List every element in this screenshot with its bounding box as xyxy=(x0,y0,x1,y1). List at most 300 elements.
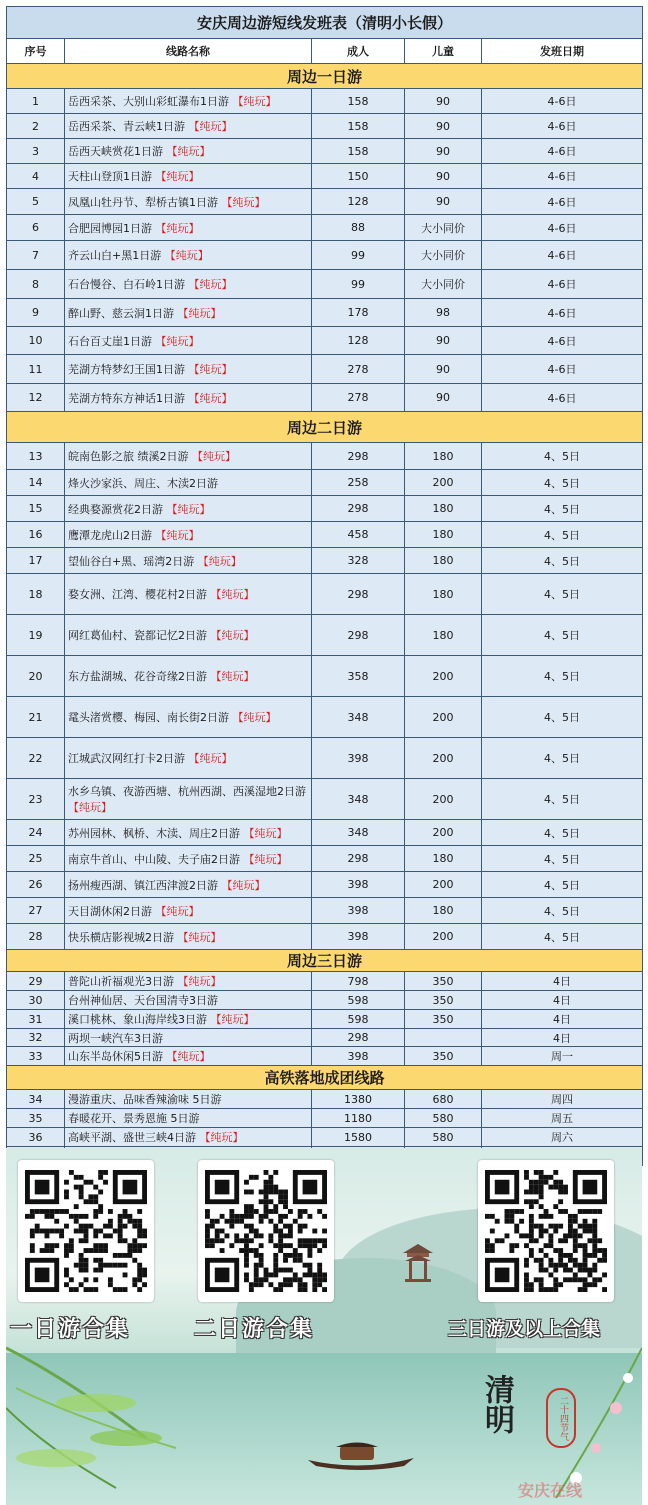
adult-price: 398 xyxy=(312,898,405,924)
child-price: 200 xyxy=(405,470,482,496)
qr-module xyxy=(64,1268,69,1273)
qr-module xyxy=(54,1209,59,1214)
qr-module xyxy=(283,1253,288,1258)
child-price: 180 xyxy=(405,574,482,615)
qr-module xyxy=(587,1229,592,1234)
pure-play-tag: 【纯玩】 xyxy=(188,278,233,291)
qr-module xyxy=(244,1272,249,1277)
qr-module xyxy=(514,1209,519,1214)
qr-module xyxy=(118,1214,123,1219)
promo-banner xyxy=(6,1148,642,1505)
qr-module xyxy=(273,1272,278,1277)
qr-module xyxy=(303,1238,308,1243)
departure-date: 4、5日 xyxy=(482,697,643,738)
qr-module xyxy=(49,1209,54,1214)
qr-module xyxy=(205,1229,210,1234)
row-no: 1 xyxy=(7,89,65,114)
qr-module xyxy=(322,1229,327,1234)
qr-module xyxy=(548,1185,553,1190)
row-no: 12 xyxy=(7,384,65,412)
qr-module xyxy=(137,1224,142,1229)
qr-module xyxy=(578,1224,583,1229)
qr-module xyxy=(602,1248,607,1253)
route-name-text: 婺女洲、江湾、樱花村2日游 xyxy=(68,588,211,601)
pure-play-tag: 【纯玩】 xyxy=(155,904,200,918)
qr-module xyxy=(244,1190,249,1195)
qr-module xyxy=(534,1238,539,1243)
route-name-text: 皖南色影之旅 绩溪2日游 xyxy=(68,450,192,463)
departure-date: 4-6日 xyxy=(482,384,643,412)
row-no: 15 xyxy=(7,496,65,522)
qr-module xyxy=(244,1209,249,1214)
departure-date: 4、5日 xyxy=(482,496,643,522)
qr-module xyxy=(519,1233,524,1238)
qr-module xyxy=(597,1209,602,1214)
child-price: 350 xyxy=(405,1010,482,1029)
qr-code-two-day[interactable] xyxy=(198,1160,334,1302)
route-name-text: 醉山野、慈云洞1日游 xyxy=(68,306,178,320)
qr-module xyxy=(259,1199,264,1204)
qr-module xyxy=(142,1243,147,1248)
qr-module xyxy=(142,1282,147,1287)
pure-play-tag: 【纯玩】 xyxy=(177,930,222,944)
table-row xyxy=(7,470,643,496)
child-price: 180 xyxy=(405,898,482,924)
qr-module xyxy=(322,1214,327,1219)
qr-module xyxy=(64,1282,69,1287)
pure-play-tag: 【纯玩】 xyxy=(188,752,233,765)
qr-module xyxy=(539,1233,544,1238)
qr-finder-module xyxy=(35,1268,50,1283)
qr-module xyxy=(264,1209,269,1214)
qr-module xyxy=(264,1180,269,1185)
qr-module xyxy=(108,1277,113,1282)
route-name xyxy=(65,656,312,697)
row-no: 34 xyxy=(7,1090,65,1109)
qr-module xyxy=(64,1272,69,1277)
qr-module xyxy=(123,1287,128,1292)
qr-module xyxy=(558,1199,563,1204)
qr-module xyxy=(249,1229,254,1234)
qr-module xyxy=(529,1287,534,1292)
route-name-text: 江城武汉网红打卡2日游 xyxy=(68,752,189,765)
qr-module xyxy=(583,1277,588,1282)
qr-module xyxy=(529,1282,534,1287)
adult-price: 398 xyxy=(312,1047,405,1066)
qr-module xyxy=(137,1248,142,1253)
departure-date: 4、5日 xyxy=(482,443,643,470)
qr-module xyxy=(88,1199,93,1204)
row-no: 18 xyxy=(7,574,65,615)
departure-date: 4、5日 xyxy=(482,548,643,574)
qr-module xyxy=(123,1209,128,1214)
qr-module xyxy=(54,1219,59,1224)
qr-module xyxy=(568,1233,573,1238)
qr-module xyxy=(524,1233,529,1238)
table-row xyxy=(7,114,643,139)
qr-module xyxy=(592,1219,597,1224)
qr-module xyxy=(268,1175,273,1180)
qr-module xyxy=(79,1194,84,1199)
qr-module xyxy=(273,1204,278,1209)
table-row xyxy=(7,846,643,872)
qr-module xyxy=(288,1209,293,1214)
adult-price: 298 xyxy=(312,1029,405,1047)
row-no: 36 xyxy=(7,1128,65,1147)
header-no: 序号 xyxy=(7,39,65,64)
qr-module xyxy=(568,1229,573,1234)
departure-date: 4-6日 xyxy=(482,89,643,114)
adult-price: 298 xyxy=(312,615,405,656)
qr-module xyxy=(64,1180,69,1185)
qr-module xyxy=(273,1185,278,1190)
qr-module xyxy=(93,1194,98,1199)
qr-module xyxy=(54,1229,59,1234)
schedule-table xyxy=(6,6,643,1166)
route-name xyxy=(65,443,312,470)
qr-module xyxy=(583,1258,588,1263)
qr-module xyxy=(317,1209,322,1214)
route-name-text: 岳西天峡赏花1日游 xyxy=(68,145,167,158)
child-price: 大小同价 xyxy=(405,215,482,241)
route-name xyxy=(65,615,312,656)
qr-module xyxy=(108,1233,113,1238)
qr-module xyxy=(220,1214,225,1219)
child-price: 580 xyxy=(405,1128,482,1147)
table-row xyxy=(7,189,643,215)
section-header xyxy=(7,64,643,89)
header-adult: 成人 xyxy=(312,39,405,64)
qr-module xyxy=(578,1209,583,1214)
qr-module xyxy=(118,1253,123,1258)
child-price: 90 xyxy=(405,327,482,355)
table-row xyxy=(7,924,643,950)
row-no: 17 xyxy=(7,548,65,574)
qr-module xyxy=(558,1258,563,1263)
qr-module xyxy=(283,1204,288,1209)
qr-module xyxy=(98,1190,103,1195)
route-name xyxy=(65,991,312,1010)
qr-module xyxy=(278,1190,283,1195)
departure-date: 周五 xyxy=(482,1109,643,1128)
qr-module xyxy=(84,1224,89,1229)
child-price: 180 xyxy=(405,522,482,548)
adult-price: 328 xyxy=(312,548,405,574)
qr-module xyxy=(534,1277,539,1282)
qr-module xyxy=(317,1277,322,1282)
qr-module xyxy=(573,1238,578,1243)
table-row xyxy=(7,738,643,779)
qr-module xyxy=(288,1233,293,1238)
boat-icon xyxy=(306,1438,416,1472)
qr-code-three-day[interactable] xyxy=(478,1160,614,1302)
route-name xyxy=(65,1109,312,1128)
qr-module xyxy=(524,1175,529,1180)
qr-module xyxy=(539,1190,544,1195)
qr-module xyxy=(118,1224,123,1229)
child-price: 680 xyxy=(405,1090,482,1109)
route-name-text: 普陀山祈福观光3日游 xyxy=(68,975,178,988)
qr-module xyxy=(307,1243,312,1248)
qr-module xyxy=(563,1263,568,1268)
qr-module xyxy=(539,1214,544,1219)
qr-module xyxy=(558,1185,563,1190)
route-name xyxy=(65,270,312,299)
table-row xyxy=(7,972,643,991)
qr-module xyxy=(544,1175,549,1180)
adult-price: 150 xyxy=(312,164,405,189)
qr-module xyxy=(602,1287,607,1292)
qr-module xyxy=(307,1268,312,1273)
departure-date: 周一 xyxy=(482,1047,643,1066)
qr-module xyxy=(495,1219,500,1224)
qr-module xyxy=(553,1248,558,1253)
pure-play-tag: 【纯玩】 xyxy=(155,221,200,235)
qr-module xyxy=(254,1253,259,1258)
qr-module xyxy=(268,1209,273,1214)
qr-module xyxy=(132,1238,137,1243)
qr-module xyxy=(298,1243,303,1248)
row-no: 10 xyxy=(7,327,65,355)
departure-date: 4日 xyxy=(482,991,643,1010)
qr-module xyxy=(98,1175,103,1180)
child-price: 大小同价 xyxy=(405,241,482,270)
qr-module xyxy=(79,1282,84,1287)
qr-module xyxy=(312,1229,317,1234)
table-row xyxy=(7,1128,643,1147)
qr-module xyxy=(602,1258,607,1263)
qr-module xyxy=(74,1175,79,1180)
adult-price: 99 xyxy=(312,241,405,270)
qr-module xyxy=(509,1219,514,1224)
qr-module xyxy=(264,1214,269,1219)
qr-finder-module xyxy=(215,1180,230,1195)
adult-price: 158 xyxy=(312,89,405,114)
row-no: 26 xyxy=(7,872,65,898)
qr-module xyxy=(239,1219,244,1224)
qr-module xyxy=(283,1214,288,1219)
qr-module xyxy=(514,1243,519,1248)
qr-module xyxy=(548,1214,553,1219)
route-name xyxy=(65,470,312,496)
qr-module xyxy=(490,1229,495,1234)
qr-module xyxy=(132,1243,137,1248)
qr-module xyxy=(553,1229,558,1234)
departure-date: 4-6日 xyxy=(482,139,643,164)
qr-module xyxy=(283,1268,288,1273)
qr-module xyxy=(88,1248,93,1253)
label-three-day: 三日游及以上合集 xyxy=(448,1318,601,1340)
adult-price: 348 xyxy=(312,779,405,820)
qr-module xyxy=(312,1287,317,1292)
qr-module xyxy=(583,1224,588,1229)
pure-play-tag: 【纯玩】 xyxy=(243,852,288,866)
qr-module xyxy=(64,1190,69,1195)
qr-module xyxy=(539,1229,544,1234)
qr-module xyxy=(103,1233,108,1238)
qr-module xyxy=(514,1224,519,1229)
child-price: 200 xyxy=(405,924,482,950)
qr-module xyxy=(592,1263,597,1268)
table-row xyxy=(7,898,643,924)
qr-module xyxy=(93,1185,98,1190)
qr-module xyxy=(264,1199,269,1204)
qr-module xyxy=(268,1282,273,1287)
qr-module xyxy=(79,1253,84,1258)
qr-module xyxy=(45,1243,50,1248)
row-no: 3 xyxy=(7,139,65,164)
qr-module xyxy=(254,1233,259,1238)
child-price: 180 xyxy=(405,496,482,522)
route-name xyxy=(65,215,312,241)
qr-module xyxy=(210,1238,215,1243)
pure-play-tag: 【纯玩】 xyxy=(166,1050,211,1063)
route-name xyxy=(65,1010,312,1029)
departure-date: 4、5日 xyxy=(482,574,643,615)
qr-module xyxy=(74,1185,79,1190)
qr-module xyxy=(142,1233,147,1238)
qr-module xyxy=(69,1287,74,1292)
qr-module xyxy=(505,1219,510,1224)
qr-module xyxy=(127,1214,132,1219)
qr-module xyxy=(254,1272,259,1277)
qr-module xyxy=(215,1233,220,1238)
qr-code-one-day[interactable] xyxy=(18,1160,154,1302)
qr-module xyxy=(293,1248,298,1253)
departure-date: 周四 xyxy=(482,1090,643,1109)
table-row xyxy=(7,241,643,270)
qr-module xyxy=(514,1229,519,1234)
route-name-text: 台州神仙居、天台国清寺3日游 xyxy=(68,994,218,1007)
route-name xyxy=(65,574,312,615)
qr-module xyxy=(307,1248,312,1253)
qr-module xyxy=(524,1258,529,1263)
table-row xyxy=(7,299,643,327)
qr-finder-module xyxy=(123,1180,138,1195)
child-price: 90 xyxy=(405,89,482,114)
qr-module xyxy=(544,1209,549,1214)
qr-module xyxy=(288,1277,293,1282)
pure-play-tag: 【纯玩】 xyxy=(68,801,112,814)
qr-module xyxy=(303,1287,308,1292)
qr-module xyxy=(254,1263,259,1268)
qr-module xyxy=(79,1263,84,1268)
row-no: 11 xyxy=(7,355,65,384)
qr-module xyxy=(234,1219,239,1224)
route-name-text: 凤凰山牡丹节、犁桥古镇1日游 xyxy=(68,195,222,209)
qr-module xyxy=(244,1238,249,1243)
qr-module xyxy=(84,1287,89,1292)
qr-module xyxy=(519,1219,524,1224)
qr-module xyxy=(578,1243,583,1248)
qr-module xyxy=(205,1233,210,1238)
qr-module xyxy=(303,1243,308,1248)
qr-module xyxy=(524,1170,529,1175)
row-no: 25 xyxy=(7,846,65,872)
qr-finder-module xyxy=(215,1268,230,1283)
qr-module xyxy=(524,1263,529,1268)
qr-module xyxy=(249,1190,254,1195)
qr-module xyxy=(273,1253,278,1258)
qr-module xyxy=(583,1243,588,1248)
qr-module xyxy=(132,1258,137,1263)
qr-module xyxy=(264,1277,269,1282)
qr-module xyxy=(544,1253,549,1258)
child-price: 200 xyxy=(405,738,482,779)
qr-module xyxy=(45,1214,50,1219)
qr-module xyxy=(225,1219,230,1224)
qr-module xyxy=(298,1258,303,1263)
qr-module xyxy=(573,1243,578,1248)
child-price: 180 xyxy=(405,846,482,872)
qr-module xyxy=(293,1277,298,1282)
qr-module xyxy=(84,1263,89,1268)
qr-module xyxy=(597,1258,602,1263)
adult-price: 278 xyxy=(312,384,405,412)
row-no: 4 xyxy=(7,164,65,189)
qr-module xyxy=(93,1243,98,1248)
child-price: 180 xyxy=(405,548,482,574)
label-two-day: 二日游合集 xyxy=(194,1317,315,1342)
qr-module xyxy=(88,1194,93,1199)
table-row xyxy=(7,820,643,846)
qr-module xyxy=(592,1248,597,1253)
route-name-text: 东方盐湖城、花谷奇缘2日游 xyxy=(68,670,211,683)
table-row xyxy=(7,89,643,114)
qr-module xyxy=(244,1233,249,1238)
qr-module xyxy=(583,1263,588,1268)
qr-module xyxy=(283,1258,288,1263)
pure-play-tag: 【纯玩】 xyxy=(188,363,233,376)
qr-module xyxy=(59,1233,64,1238)
qr-module xyxy=(259,1214,264,1219)
qr-module xyxy=(278,1199,283,1204)
qr-module xyxy=(244,1224,249,1229)
qr-module xyxy=(539,1204,544,1209)
qr-module xyxy=(259,1282,264,1287)
route-name xyxy=(65,241,312,270)
adult-price: 128 xyxy=(312,189,405,215)
qr-module xyxy=(298,1282,303,1287)
qr-module xyxy=(278,1194,283,1199)
qr-module xyxy=(563,1268,568,1273)
qr-module xyxy=(592,1282,597,1287)
qr-module xyxy=(127,1253,132,1258)
qr-module xyxy=(273,1263,278,1268)
qr-module xyxy=(519,1209,524,1214)
qr-module xyxy=(225,1233,230,1238)
child-price: 350 xyxy=(405,1047,482,1066)
table-row xyxy=(7,615,643,656)
qr-module xyxy=(108,1224,113,1229)
route-name-text: 鹰潭龙虎山2日游 xyxy=(68,528,156,542)
qr-module xyxy=(529,1253,534,1258)
qr-module xyxy=(592,1253,597,1258)
qr-module xyxy=(539,1175,544,1180)
qr-module xyxy=(239,1238,244,1243)
qr-module xyxy=(98,1248,103,1253)
qr-module xyxy=(273,1190,278,1195)
route-name-text: 溪口桃林、象山海岸线3日游 xyxy=(68,1013,211,1026)
route-name xyxy=(65,898,312,924)
departure-date: 4、5日 xyxy=(482,898,643,924)
qr-module xyxy=(268,1185,273,1190)
qr-module xyxy=(322,1243,327,1248)
row-no: 33 xyxy=(7,1047,65,1066)
route-name xyxy=(65,114,312,139)
qr-module xyxy=(244,1277,249,1282)
qr-module xyxy=(485,1214,490,1219)
